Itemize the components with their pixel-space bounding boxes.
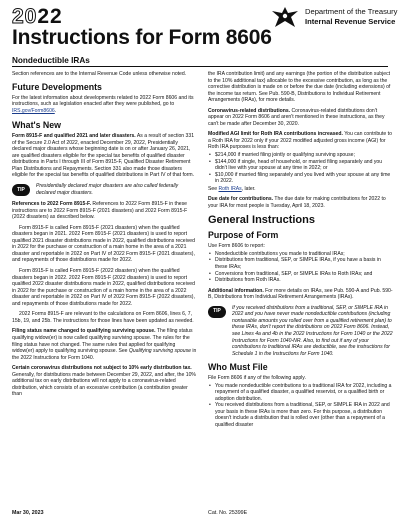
page-subtitle: Nondeductible IRAs (12, 56, 90, 65)
year-solid-part: 22 (37, 5, 63, 28)
tip-text-2: If you received distributions from a traditional, SEP, or SIMPLE IRA in 2022 and you have never made nondeductible contributions (including nontaxable amounts you rolled over from a qualified retirement plan) to these IRAs, don't report the distributions on 2022 Form 8606. Instead, see Lines 4a and 4b in the 2022 Instructions for Form 1040 or the 2022 Instructions for Form 1040-NR. Also, to find out if any of your contributions to traditional IRAs are deductible, see the instructions for Schedule 1 in the Instructions for Form 1040. (232, 304, 393, 357)
corona-distributions-paragraph (208, 108, 394, 128)
footer-date: Mar 30, 2023 (12, 510, 44, 516)
list-item: • Nondeductible contributions you made to traditional IRAs; (208, 251, 394, 258)
corona-distributions-text: Coronavirus-related distributions don't appear on 2022 Form 8606 and aren't mentioned in these instructions, as they can't be made after December 30, 2020. (208, 107, 385, 127)
filing-status-italic: Qualifying surviving spouse (128, 348, 191, 355)
footer-cat-number: Cat. No. 25399E (208, 510, 248, 516)
heading-who-must-file: Who Must File (208, 362, 268, 373)
right-column (208, 71, 394, 433)
roth-see-paragraph (208, 186, 394, 193)
continued-paragraph: the IRA contribution limit) and any earnings (the portion of the distribution subject to the 10% additional tax) allocable to the excessive contribution, as long as the corrective distribution is made on or before the due date (including extensions) of the income tax return. See Pub. 590-B, Distributions to Individual Retirement Arrangements (IRAs), for more details. (208, 71, 391, 104)
roth-limit-list (208, 152, 394, 185)
corona-distributions-lead: Coronavirus-related distributions. (208, 107, 291, 114)
tax-year (12, 6, 63, 28)
references-lead: References to 2022 Form 8915-F. (12, 201, 91, 208)
coronavirus-paragraph (12, 365, 198, 398)
purpose-list (208, 251, 394, 284)
due-date-lead: Due date for contributions. (208, 196, 274, 203)
list-item: • Distributions from Roth IRAs. (208, 277, 394, 284)
form8606-link[interactable]: IRS.gov/Form8606 (12, 107, 55, 114)
new-lead: Form 8915-F and qualified 2021 and later disasters. (12, 133, 136, 140)
page-footer (12, 510, 388, 516)
references-text: References to 2022 Form 8915-F in these instructions are to 2022 Form 8915-F (2021 disasters) and 2022 Form 8915-F (2022 disasters) as described below. (12, 201, 188, 221)
new-paragraph (12, 133, 198, 179)
references-paragraph (12, 201, 198, 221)
filing-status-paragraph (12, 328, 198, 361)
header-divider (12, 66, 388, 67)
roth-limit-lead: Modified AGI limit for Roth IRA contributions increased. (208, 131, 343, 138)
future-paragraph: For the latest information about developments related to 2022 Form 8606 and its instructions, such as legislation enacted after they were published, go to IRS.gov/Form8606. (12, 94, 194, 114)
future-text: For the latest information about developments related to 2022 Form 8606 and its instructions, such as legislation enacted after they were published, go to (12, 94, 194, 108)
tip-box (12, 183, 198, 196)
page-title: Instructions for Form 8606 (12, 26, 272, 49)
heading-general-instructions: General Instructions (208, 214, 315, 227)
form-2022-paragraph: Form 8915-F is called Form 8915-F (2022 disasters) when the qualified disasters began in 2022. 2022 Form 8915-F (2022 disasters) is used to report qualified 2022 disaster distributions made in 2022, qualified distributions received in 2022 for the purchase or construction of a main home in the area of a 2022 disaster and reportable in 2022 on Part IV of 2022 Form 8915-F (2022 disasters), and repayments of those distributions made for 2022. (12, 268, 195, 307)
roth-limit-paragraph (208, 131, 394, 151)
list-item: • $214,000 if married filing jointly or qualifying surviving spouse; (208, 152, 394, 159)
treasury-eagle-logo-icon (270, 5, 300, 31)
form-2021-paragraph: Form 8915-F is called Form 8915-F (2021 disasters) when the qualified disasters began in 2021. 2022 Form 8915-F (2021 disasters) is used to report qualified 2021 disaster distributions made in 2022, qualified distributions received in 2022 for the purchase or construction of a main home in the area of a 2021 disaster and reportable in 2022 on Part IV of 2022 Form 8915-F (2021 disasters), and repayments of those distributions made for 2022. (12, 224, 195, 264)
filing-status-lead: Filing status name changed to qualifying surviving spouse. (12, 328, 156, 335)
who-list (208, 383, 394, 429)
left-column (12, 71, 198, 402)
roth-iras-link[interactable]: Roth IRAs (218, 185, 242, 192)
coronavirus-text: Generally, for distributions made between December 29, 2022, and after, the 10% additional tax on early distributions will not apply to a coronavirus-related distribution, which consists of an excessive contribution (a contribution greater than (12, 371, 196, 398)
roth-limit-text: You can contribute to a Roth IRA for 2022 only if your 2022 modified adjusted gross income (AGI) for Roth IRA purposes is less than: (208, 131, 392, 151)
heading-whats-new: What's New (12, 120, 62, 131)
new-text: As a result of section 331 of the Secure 2.0 Act of 2022, enacted December 29, 2022, Presidentially declared major disasters whose beginning date is on or after January 26, 2021, are qualified disasters eligible for the special tax benefits of qualified disaster distributions in Parts I through III of Form 8915-F, Qualified Disaster Retirement Plan Distributions and Repayments. Section 331 also made those disasters eligible for the special tax benefits of qualified distributions in Part IV of that form. (12, 133, 195, 179)
tip-icon: TIP (208, 306, 226, 318)
additional-info-paragraph (208, 288, 394, 301)
filing-status-end: in the 2022 Instructions for Form 1040. (12, 348, 197, 361)
roth-see-text: See (208, 185, 218, 192)
list-item: • Distributions from traditional, SEP, or SIMPLE IRAs, if you have a basis in these IRAs; (208, 257, 394, 270)
heading-purpose-of-form: Purpose of Form (208, 230, 279, 241)
relevant-paragraph: 2022 Forms 8915-F are relevant to the calculations on Form 8606, lines 6, 7, 15b, 19, and 25b. The instructions for those lines have been updated as needed. (12, 311, 194, 324)
additional-info-lead: Additional information. (208, 287, 264, 294)
coronavirus-lead: Certain coronavirus distributions not subject to 10% early distribution tax. (12, 365, 192, 372)
filing-status-text: The filing status qualifying widow(er) is now called qualifying surviving spouse. The rules for the filing status have not changed. The same rules that applied for qualifying widow(er) apply to qualifying surviving spouse. See (12, 328, 193, 355)
tip-icon: TIP (12, 184, 30, 196)
agency-department: Department of the Treasury (305, 7, 398, 16)
list-item: • $10,000 if married filing separately and you lived with your spouse at any time in 2022. (208, 172, 394, 185)
list-item: • $144,000 if single, head of household, or married filing separately and you didn't live with your spouse at any time in 2022; or (208, 159, 394, 172)
due-date-text: The due date for making contributions for 2022 to your IRA for most people is Tuesday, April 18, 2023. (208, 196, 386, 209)
intro-text: Section references are to the Internal Revenue Code unless otherwise noted. (12, 71, 187, 77)
tip-text: Presidentially declared major disasters are also called federally declared major disasters. (36, 183, 179, 196)
heading-future-developments: Future Developments (12, 81, 102, 92)
purpose-intro: Use Form 8606 to report: (208, 243, 265, 250)
roth-see-end: , later. (241, 185, 256, 192)
due-date-paragraph (208, 196, 394, 209)
additional-info-text: For more details on IRAs, see Pub. 590-A and Pub. 590-B, Distributions from Individual Retirement Arrangements (IRAs). (208, 287, 393, 301)
tip-box-2 (208, 305, 394, 357)
agency-name (305, 7, 397, 26)
year-outline-part: 20 (12, 5, 38, 28)
list-item: • Conversions from traditional, SEP, or SIMPLE IRAs to Roth IRAs; and (208, 271, 394, 278)
who-intro: File Form 8606 if any of the following apply. (208, 375, 306, 382)
agency-service: Internal Revenue Service (305, 16, 396, 26)
list-item: • You received distributions from a traditional, SEP, or SIMPLE IRA in 2022 and your basis in these IRAs is more than zero. For this purpose, a distribution doesn't include a distribution that is rolled over (other than a repayment of a qualified disaster (208, 402, 394, 428)
list-item: • You made nondeductible contributions to a traditional IRA for 2022, including a repayment of a qualified disaster, a qualified reservist, or a qualified birth or adoption distribution. (208, 383, 394, 403)
